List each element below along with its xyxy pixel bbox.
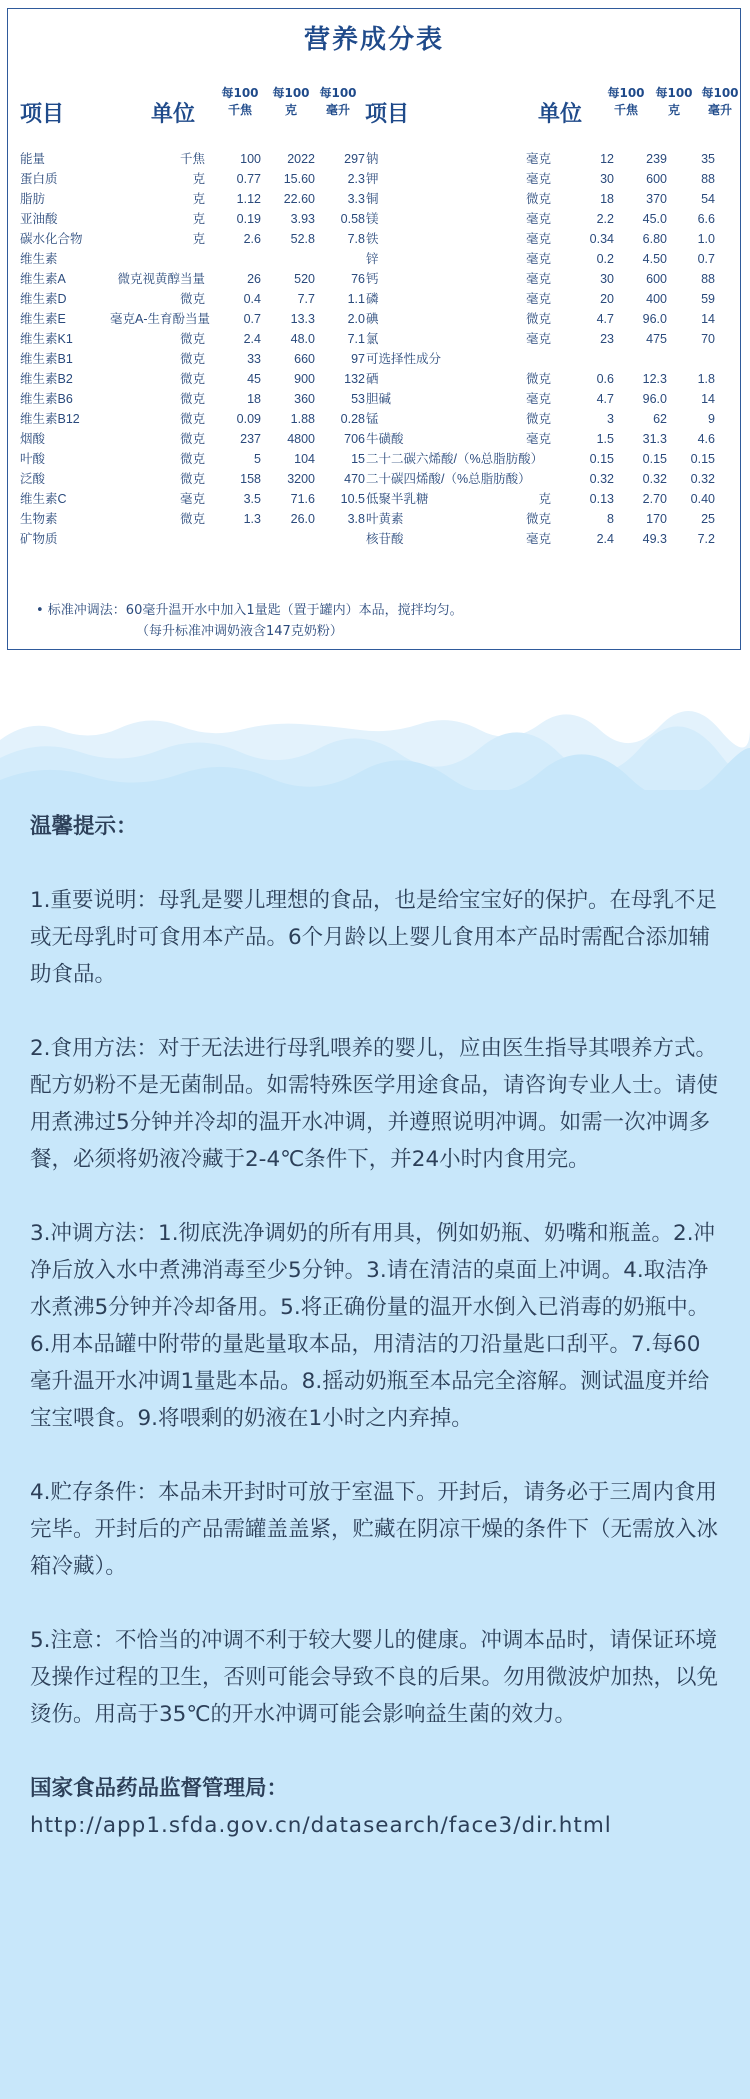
nutrient-name: 烟酸 <box>20 432 46 446</box>
nutrient-name: 叶酸 <box>20 452 46 466</box>
nutrient-name: 氯 <box>366 332 379 346</box>
nutrient-unit: 毫克 <box>525 532 551 546</box>
nutrient-name: 能量 <box>20 152 46 166</box>
nutrient-unit: 克 <box>192 232 205 246</box>
table-row <box>20 329 375 349</box>
header-per100ml-left: 每100 毫升 <box>319 86 357 117</box>
nutrient-name: 钙 <box>366 272 379 286</box>
nutrient-unit: 毫克 <box>525 292 551 306</box>
value-per-100kj: 0.6 <box>596 372 614 386</box>
header-item-right: 项目 <box>365 102 410 127</box>
nutrition-table-right <box>366 149 721 549</box>
value-per-100kj: 4.7 <box>596 392 614 406</box>
header-item-left: 项目 <box>20 102 65 127</box>
value-per-100g: 3200 <box>287 472 315 486</box>
value-per-100g: 0.32 <box>642 472 667 486</box>
table-row <box>20 209 375 229</box>
nutrient-name: 维生素B12 <box>20 412 80 426</box>
value-per-100g: 2.70 <box>642 492 667 506</box>
nutrient-name: 碳水化合物 <box>20 232 83 246</box>
table-row <box>20 469 375 489</box>
nutrient-name: 维生素 <box>20 252 58 266</box>
nutrient-name: 泛酸 <box>20 472 46 486</box>
table-row <box>20 489 375 509</box>
header-per100kj-right: 每100 千焦 <box>607 86 645 117</box>
value-per-100kj: 1.12 <box>236 192 261 206</box>
value-per-100ml: 7.8 <box>347 232 365 246</box>
value-per-100ml: 3.3 <box>347 192 365 206</box>
value-per-100kj: 4.7 <box>596 312 614 326</box>
table-row <box>366 289 721 309</box>
nutrition-table-left <box>20 149 375 549</box>
value-per-100kj: 18 <box>600 192 614 206</box>
table-row <box>366 249 721 269</box>
nutrient-unit: 微克视黄醇当量 <box>117 272 205 286</box>
value-per-100g: 600 <box>646 272 667 286</box>
nutrient-name: 钠 <box>366 152 379 166</box>
nutrition-table-card <box>7 8 741 650</box>
value-per-100g: 62 <box>653 412 667 426</box>
nutrient-name: 碘 <box>366 312 379 326</box>
value-per-100g: 4.50 <box>642 252 667 266</box>
nutrient-name: 钾 <box>366 172 379 186</box>
table-row <box>366 209 721 229</box>
table-row <box>366 169 721 189</box>
value-per-100ml: 88 <box>701 172 715 186</box>
value-per-100g: 170 <box>646 512 667 526</box>
value-per-100kj: 1.3 <box>243 512 261 526</box>
value-per-100ml: 7.1 <box>347 332 365 346</box>
header-unit-right: 单位 <box>538 102 583 127</box>
value-per-100kj: 30 <box>600 172 614 186</box>
value-per-100kj: 0.13 <box>589 492 614 506</box>
value-per-100g: 7.7 <box>297 292 315 306</box>
nutrient-name: 二十二碳六烯酸/（%总脂肪酸） <box>366 452 544 466</box>
tip-caution: 5.注意：不恰当的冲调不利于较大婴儿的健康。冲调本品时，请保证环境及操作过程的卫生，否则可能会导致不良的后果。勿用微波炉加热，以免烫伤。用高于35℃的开水冲调可能会影响益生菌的效力。 <box>30 1628 719 1727</box>
nutrient-unit: 微克 <box>179 512 205 526</box>
nutrient-unit: 毫克 <box>525 432 551 446</box>
nutrient-unit: 毫克 <box>525 212 551 226</box>
value-per-100kj: 1.5 <box>596 432 614 446</box>
agency-url[interactable]: http://app1.sfda.gov.cn/datasearch/face3/dir.html <box>30 1813 612 1838</box>
table-row <box>366 269 721 289</box>
value-per-100ml: 6.6 <box>697 212 715 226</box>
table-row <box>366 529 721 549</box>
nutrient-unit: 毫克 <box>525 332 551 346</box>
nutrient-unit: 毫克 <box>525 272 551 286</box>
nutrient-name: 脂肪 <box>20 192 46 206</box>
value-per-100kj: 0.77 <box>236 172 261 186</box>
value-per-100kj: 158 <box>240 472 261 486</box>
nutrient-unit: 微克 <box>525 312 551 326</box>
value-per-100ml: 88 <box>701 272 715 286</box>
value-per-100ml: 3.8 <box>347 512 365 526</box>
value-per-100ml: 4.6 <box>697 432 715 446</box>
value-per-100ml: 35 <box>701 152 715 166</box>
header-per100kj-left: 每100 千焦 <box>221 86 259 117</box>
value-per-100ml: 0.28 <box>340 412 365 426</box>
nutrient-unit: 克 <box>192 172 205 186</box>
nutrient-name: 硒 <box>366 372 379 386</box>
value-per-100kj: 12 <box>600 152 614 166</box>
nutrient-unit: 毫克 <box>525 392 551 406</box>
value-per-100kj: 2.4 <box>243 332 261 346</box>
table-row <box>20 509 375 529</box>
value-per-100ml: 706 <box>344 432 365 446</box>
value-per-100ml: 54 <box>701 192 715 206</box>
value-per-100kj: 3.5 <box>243 492 261 506</box>
nutrient-name: 维生素B6 <box>20 392 73 406</box>
value-per-100g: 12.3 <box>642 372 667 386</box>
value-per-100g: 3.93 <box>290 212 315 226</box>
value-per-100g: 0.15 <box>642 452 667 466</box>
header-per100g-right: 每100 克 <box>655 86 693 117</box>
table-title: 营养成分表 <box>303 25 444 55</box>
value-per-100ml: 2.0 <box>347 312 365 326</box>
value-per-100kj: 45 <box>247 372 261 386</box>
table-row <box>366 509 721 529</box>
value-per-100ml: 14 <box>701 392 715 406</box>
nutrient-unit: 毫克 <box>525 252 551 266</box>
value-per-100ml: 470 <box>344 472 365 486</box>
value-per-100g: 15.60 <box>283 172 315 186</box>
nutrient-name: 锰 <box>366 412 379 426</box>
nutrient-unit: 毫克 <box>525 232 551 246</box>
nutrient-name: 铜 <box>366 192 379 206</box>
value-per-100ml: 14 <box>701 312 715 326</box>
value-per-100g: 900 <box>294 372 315 386</box>
value-per-100kj: 0.32 <box>589 472 614 486</box>
nutrient-name: 维生素B2 <box>20 372 73 386</box>
table-row <box>20 189 375 209</box>
value-per-100g: 96.0 <box>642 392 667 406</box>
table-row <box>20 429 375 449</box>
value-per-100g: 600 <box>646 172 667 186</box>
header-unit-left: 单位 <box>151 102 196 127</box>
table-row <box>20 269 375 289</box>
note-line-2: （每升标准冲调奶液含147克奶粉） <box>136 624 343 639</box>
nutrient-unit: 毫克 <box>179 492 205 506</box>
preparation-note <box>36 600 463 642</box>
value-per-100g: 400 <box>646 292 667 306</box>
tip-important: 1.重要说明：母乳是婴儿理想的食品，也是给宝宝好的保护。在母乳不足或无母乳时可食用本产品。6个月龄以上婴儿食用本产品时需配合添加辅助食品。 <box>30 888 718 987</box>
nutrient-name: 维生素K1 <box>20 332 73 346</box>
value-per-100kj: 23 <box>600 332 614 346</box>
nutrient-name: 可选择性成分 <box>366 352 442 366</box>
nutrient-unit: 微克 <box>179 352 205 366</box>
value-per-100g: 520 <box>294 272 315 286</box>
table-row <box>366 329 721 349</box>
table-row <box>20 149 375 169</box>
value-per-100ml: 297 <box>344 152 365 166</box>
value-per-100g: 370 <box>646 192 667 206</box>
value-per-100kj: 8 <box>607 512 614 526</box>
table-row <box>366 229 721 249</box>
nutrient-unit: 微克 <box>179 452 205 466</box>
nutrient-unit: 千焦 <box>179 152 205 166</box>
table-row <box>20 229 375 249</box>
value-per-100kj: 18 <box>247 392 261 406</box>
table-row <box>20 289 375 309</box>
nutrient-name: 锌 <box>366 252 379 266</box>
value-per-100g: 26.0 <box>290 512 315 526</box>
tips-section <box>30 808 720 1844</box>
value-per-100g: 1.88 <box>290 412 315 426</box>
value-per-100ml: 10.5 <box>340 492 365 506</box>
nutrient-unit: 微克 <box>179 332 205 346</box>
nutrient-unit: 微克 <box>179 412 205 426</box>
value-per-100ml: 0.32 <box>690 472 715 486</box>
value-per-100g: 22.60 <box>283 192 315 206</box>
nutrient-name: 叶黄素 <box>366 512 404 526</box>
value-per-100kj: 2.2 <box>596 212 614 226</box>
nutrient-unit: 微克 <box>179 432 205 446</box>
nutrient-unit: 毫克A-生育酚当量 <box>110 312 211 326</box>
value-per-100kj: 26 <box>247 272 261 286</box>
nutrient-unit: 微克 <box>525 512 551 526</box>
value-per-100kj: 0.2 <box>596 252 614 266</box>
value-per-100kj: 0.7 <box>243 312 261 326</box>
value-per-100kj: 100 <box>240 152 261 166</box>
value-per-100kj: 0.09 <box>236 412 261 426</box>
value-per-100ml: 9 <box>708 412 715 426</box>
value-per-100ml: 2.3 <box>347 172 365 186</box>
table-row <box>366 449 721 469</box>
table-row <box>20 309 375 329</box>
nutrient-unit: 克 <box>192 192 205 206</box>
value-per-100g: 45.0 <box>642 212 667 226</box>
value-per-100g: 475 <box>646 332 667 346</box>
nutrient-unit: 微克 <box>525 192 551 206</box>
value-per-100kj: 2.4 <box>596 532 614 546</box>
table-row <box>366 369 721 389</box>
value-per-100kj: 0.4 <box>243 292 261 306</box>
value-per-100kj: 20 <box>600 292 614 306</box>
table-row <box>20 369 375 389</box>
nutrient-name: 牛磺酸 <box>366 432 404 446</box>
value-per-100ml: 97 <box>351 352 365 366</box>
table-row <box>20 389 375 409</box>
value-per-100ml: 25 <box>701 512 715 526</box>
nutrient-unit: 微克 <box>179 372 205 386</box>
table-row <box>366 309 721 329</box>
table-row <box>366 429 721 449</box>
tip-preparation: 3.冲调方法：1.彻底洗净调奶的所有用具，例如奶瓶、奶嘴和瓶盖。2.冲净后放入水中煮沸消毒至少5分钟。3.请在清洁的桌面上冲调。4.取洁净水煮沸5分钟并冷却备用。5.将正确份量的温开水倒入已消毒的奶瓶中。6.用本品罐中附带的量匙量取本品，用清洁的刀沿量匙口刮平。7.每60毫升温开水冲调1量匙本品。8.摇动奶瓶至本品完全溶解。测试温度并给宝宝喂食。9.将喂剩的奶液在1小时之内弃掉。 <box>30 1221 716 1431</box>
value-per-100ml: 59 <box>701 292 715 306</box>
value-per-100g: 71.6 <box>290 492 315 506</box>
nutrient-name: 镁 <box>366 212 379 226</box>
value-per-100g: 6.80 <box>642 232 667 246</box>
table-row <box>366 349 721 369</box>
value-per-100ml: 76 <box>351 272 365 286</box>
header-per100g-left: 每100 克 <box>272 86 310 117</box>
nutrient-unit: 毫克 <box>525 172 551 186</box>
value-per-100ml: 53 <box>351 392 365 406</box>
note-line-1: • 标准冲调法：60毫升温开水中加入1量匙（置于罐内）本品，搅拌均匀。 <box>36 603 463 618</box>
nutrient-name: 亚油酸 <box>20 212 58 226</box>
nutrient-name: 磷 <box>366 292 379 306</box>
value-per-100g: 2022 <box>287 152 315 166</box>
table-row <box>20 449 375 469</box>
agency-heading: 国家食品药品监督管理局： <box>30 1776 289 1801</box>
value-per-100ml: 1.0 <box>697 232 715 246</box>
tip-storage: 4.贮存条件：本品未开封时可放于室温下。开封后，请务必于三周内食用完毕。开封后的产品需罐盖盖紧，贮藏在阴凉干燥的条件下（无需放入冰箱冷藏）。 <box>30 1480 719 1579</box>
nutrient-unit: 微克 <box>179 472 205 486</box>
nutrient-name: 维生素B1 <box>20 352 73 366</box>
value-per-100g: 49.3 <box>642 532 667 546</box>
value-per-100kj: 30 <box>600 272 614 286</box>
value-per-100g: 52.8 <box>290 232 315 246</box>
value-per-100ml: 132 <box>344 372 365 386</box>
table-row <box>20 249 375 269</box>
value-per-100ml: 0.40 <box>690 492 715 506</box>
value-per-100g: 360 <box>294 392 315 406</box>
nutrient-name: 核苷酸 <box>366 532 404 546</box>
value-per-100ml: 1.1 <box>347 292 365 306</box>
value-per-100g: 48.0 <box>290 332 315 346</box>
nutrient-name: 维生素C <box>20 492 67 506</box>
table-row <box>366 389 721 409</box>
value-per-100g: 13.3 <box>290 312 315 326</box>
table-row <box>366 489 721 509</box>
value-per-100g: 660 <box>294 352 315 366</box>
nutrient-unit: 微克 <box>525 412 551 426</box>
value-per-100kj: 3 <box>607 412 614 426</box>
value-per-100ml: 7.2 <box>697 532 715 546</box>
table-row <box>20 169 375 189</box>
value-per-100ml: 15 <box>351 452 365 466</box>
value-per-100ml: 70 <box>701 332 715 346</box>
tip-usage: 2.食用方法：对于无法进行母乳喂养的婴儿，应由医生指导其喂养方式。配方奶粉不是无菌制品。如需特殊医学用途食品，请咨询专业人士。请使用煮沸过5分钟并冷却的温开水冲调，并遵照说明冲调。如需一次冲调多餐，必须将奶液冷藏于2-4℃条件下，并24小时内食用完。 <box>30 1036 719 1172</box>
value-per-100g: 96.0 <box>642 312 667 326</box>
value-per-100kj: 0.15 <box>589 452 614 466</box>
nutrient-unit: 微克 <box>179 392 205 406</box>
nutrient-unit: 微克 <box>525 372 551 386</box>
nutrient-name: 铁 <box>366 232 379 246</box>
nutrient-unit: 毫克 <box>525 152 551 166</box>
value-per-100kj: 2.6 <box>243 232 261 246</box>
table-row <box>20 409 375 429</box>
nutrient-name: 胆碱 <box>366 392 392 406</box>
table-row <box>20 349 375 369</box>
value-per-100ml: 0.15 <box>690 452 715 466</box>
table-row <box>20 529 375 549</box>
value-per-100kj: 5 <box>254 452 261 466</box>
header-per100ml-right: 每100 毫升 <box>701 86 739 117</box>
table-row <box>366 149 721 169</box>
value-per-100g: 31.3 <box>642 432 667 446</box>
nutrient-name: 维生素A <box>20 272 66 286</box>
nutrient-name: 二十碳四烯酸/（%总脂肪酸） <box>366 472 531 486</box>
value-per-100ml: 0.7 <box>697 252 715 266</box>
value-per-100g: 104 <box>294 452 315 466</box>
value-per-100kj: 33 <box>247 352 261 366</box>
value-per-100g: 4800 <box>287 432 315 446</box>
value-per-100ml: 0.58 <box>340 212 365 226</box>
value-per-100kj: 0.19 <box>236 212 261 226</box>
nutrient-name: 蛋白质 <box>20 172 58 186</box>
nutrient-name: 维生素D <box>20 292 67 306</box>
nutrient-name: 生物素 <box>20 512 58 526</box>
tips-heading: 温馨提示： <box>30 814 138 839</box>
nutrient-unit: 微克 <box>179 292 205 306</box>
table-row <box>366 189 721 209</box>
table-row <box>366 469 721 489</box>
nutrient-name: 矿物质 <box>20 532 58 546</box>
nutrient-name: 低聚半乳糖 <box>366 492 429 506</box>
table-row <box>366 409 721 429</box>
value-per-100g: 239 <box>646 152 667 166</box>
value-per-100kj: 0.34 <box>589 232 614 246</box>
value-per-100kj: 237 <box>240 432 261 446</box>
nutrient-unit: 克 <box>192 212 205 226</box>
nutrient-name: 维生素E <box>20 312 66 326</box>
nutrient-unit: 克 <box>538 492 551 506</box>
value-per-100ml: 1.8 <box>697 372 715 386</box>
